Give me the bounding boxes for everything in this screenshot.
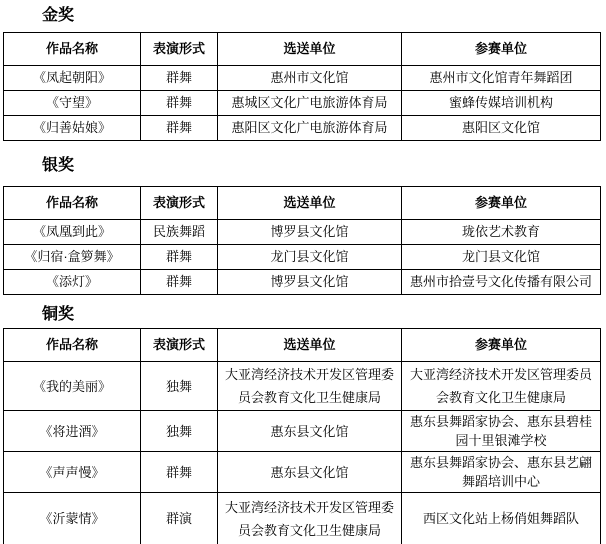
work-name-cell: 《守望》 [4, 91, 141, 116]
work-name-cell: 《归宿·盒箩舞》 [4, 245, 141, 270]
bronze-award-title: 铜奖 [42, 306, 75, 323]
silver-award-title: 银奖 [42, 157, 75, 174]
column-header-work-name: 作品名称 [4, 187, 141, 220]
bronze-table-header-row [4, 329, 601, 362]
competing-unit-cell: 西区文化站上杨俏姐舞蹈队 [402, 493, 601, 544]
gold-award-title: 金奖 [42, 7, 75, 24]
table-row [4, 220, 601, 245]
column-header-performance-form: 表演形式 [141, 329, 218, 362]
performance-form-cell: 群演 [141, 493, 218, 544]
work-name-cell: 《沂蒙情》 [4, 493, 141, 544]
table-row [4, 411, 601, 452]
performance-form-cell: 独舞 [141, 411, 218, 452]
submitting-unit-cell: 惠州市文化馆 [218, 66, 402, 91]
work-name-cell: 《凤起朝阳》 [4, 66, 141, 91]
competing-unit-cell: 惠阳区文化馆 [402, 116, 601, 141]
submitting-unit-cell: 惠东县文化馆 [218, 452, 402, 493]
table-row [4, 493, 601, 544]
column-header-competing-unit: 参赛单位 [402, 187, 601, 220]
competing-unit-cell: 珑依艺术教育 [402, 220, 601, 245]
competing-unit-cell: 惠东县舞蹈家协会、惠东县碧桂园十里银滩学校 [402, 411, 601, 452]
submitting-unit-cell: 惠东县文化馆 [218, 411, 402, 452]
competing-unit-cell: 惠州市拾壹号文化传播有限公司 [402, 270, 601, 295]
gold-award-table [3, 32, 601, 141]
column-header-submitting-unit: 选送单位 [218, 187, 402, 220]
silver-award-table [3, 186, 601, 295]
performance-form-cell: 群舞 [141, 245, 218, 270]
performance-form-cell: 群舞 [141, 116, 218, 141]
work-name-cell: 《归善姑娘》 [4, 116, 141, 141]
submitting-unit-cell: 博罗县文化馆 [218, 220, 402, 245]
column-header-competing-unit: 参赛单位 [402, 33, 601, 66]
column-header-competing-unit: 参赛单位 [402, 329, 601, 362]
competing-unit-cell: 惠州市文化馆青年舞蹈团 [402, 66, 601, 91]
table-row [4, 362, 601, 411]
column-header-submitting-unit: 选送单位 [218, 329, 402, 362]
submitting-unit-cell: 惠阳区文化广电旅游体育局 [218, 116, 402, 141]
performance-form-cell: 独舞 [141, 362, 218, 411]
table-row [4, 91, 601, 116]
column-header-work-name: 作品名称 [4, 33, 141, 66]
silver-table-header-row [4, 187, 601, 220]
bronze-award-table [3, 328, 601, 544]
table-row [4, 66, 601, 91]
performance-form-cell: 群舞 [141, 91, 218, 116]
work-name-cell: 《我的美丽》 [4, 362, 141, 411]
performance-form-cell: 群舞 [141, 270, 218, 295]
submitting-unit-cell: 博罗县文化馆 [218, 270, 402, 295]
table-row [4, 245, 601, 270]
performance-form-cell: 民族舞蹈 [141, 220, 218, 245]
table-row [4, 452, 601, 493]
submitting-unit-cell: 惠城区文化广电旅游体育局 [218, 91, 402, 116]
competing-unit-cell: 惠东县舞蹈家协会、惠东县艺翩舞蹈培训中心 [402, 452, 601, 493]
column-header-work-name: 作品名称 [4, 329, 141, 362]
competing-unit-cell: 龙门县文化馆 [402, 245, 601, 270]
competing-unit-cell: 蜜蜂传媒培训机构 [402, 91, 601, 116]
column-header-performance-form: 表演形式 [141, 33, 218, 66]
work-name-cell: 《凤凰到此》 [4, 220, 141, 245]
performance-form-cell: 群舞 [141, 452, 218, 493]
column-header-submitting-unit: 选送单位 [218, 33, 402, 66]
table-row [4, 116, 601, 141]
submitting-unit-cell: 龙门县文化馆 [218, 245, 402, 270]
column-header-performance-form: 表演形式 [141, 187, 218, 220]
work-name-cell: 《将进酒》 [4, 411, 141, 452]
performance-form-cell: 群舞 [141, 66, 218, 91]
work-name-cell: 《添灯》 [4, 270, 141, 295]
submitting-unit-cell: 大亚湾经济技术开发区管理委员会教育文化卫生健康局 [218, 362, 402, 411]
work-name-cell: 《声声慢》 [4, 452, 141, 493]
gold-table-header-row [4, 33, 601, 66]
table-row [4, 270, 601, 295]
submitting-unit-cell: 大亚湾经济技术开发区管理委员会教育文化卫生健康局 [218, 493, 402, 544]
competing-unit-cell: 大亚湾经济技术开发区管理委员会教育文化卫生健康局 [402, 362, 601, 411]
